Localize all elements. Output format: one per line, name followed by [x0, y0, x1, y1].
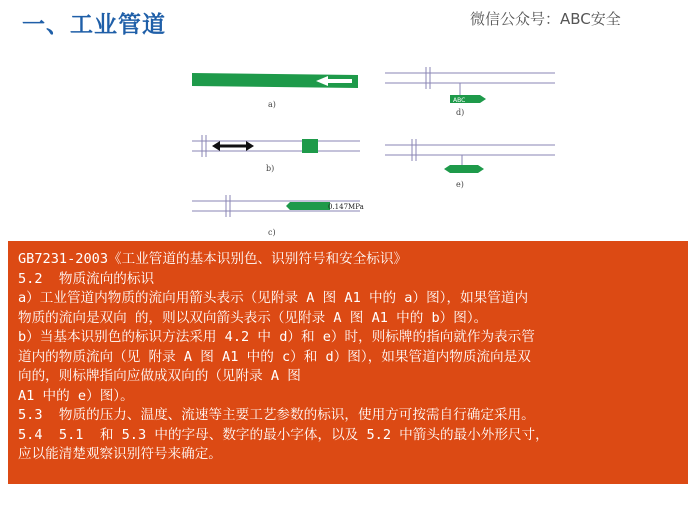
diagram-d: [385, 67, 555, 117]
pipe-marking-figure: [180, 55, 565, 240]
text-line-standard-title: GB7231-2003《工业管道的基本识别色、识别符号和安全标识》: [18, 251, 408, 267]
tag-label-d: ABC: [453, 97, 466, 104]
diagram-c: [192, 195, 364, 237]
text-line: 应以能清楚观察识别符号来确定。: [18, 446, 222, 462]
pipe-diagrams: [180, 55, 565, 240]
caption-c: c): [268, 228, 276, 237]
text-line: 向的，则标牌指向应做成双向的（见附录 A 图: [18, 368, 301, 384]
double-arrow-b: [212, 141, 254, 151]
green-tag-e: [444, 165, 484, 173]
standard-text-box: [8, 241, 688, 484]
caption-b: b): [266, 164, 275, 173]
text-line: 5.3 物质的压力、温度、流速等主要工艺参数的标识，使用方可按需自行确定采用。: [18, 407, 535, 423]
text-line: A1 中的 e）图）。: [18, 387, 134, 404]
green-band-b: [302, 139, 318, 153]
text-line: a）工业管道内物质的流向用箭头表示（见附录 A 图 A1 中的 a）图），如果管道内: [18, 290, 529, 306]
caption-e: e): [456, 180, 464, 189]
text-line: b）当基本识别色的标识方法采用 4.2 中 d）和 e）时，则标牌的指向就作为表示管: [18, 329, 535, 345]
diagram-b: [192, 135, 360, 173]
text-line: 5.4 5.1 和 5.3 中的字母、数字的最小字体，以及 5.2 中箭头的最小外形尺寸，: [18, 426, 549, 443]
caption-a: a): [268, 100, 276, 109]
text-line: 物质的流向是双向 的，则以双向箭头表示（见附录 A 图 A1 中的 b）图）。: [18, 309, 488, 326]
diagram-e: [385, 139, 555, 189]
diagram-a: [192, 73, 358, 109]
watermark-text: 微信公众号：ABC安全: [470, 10, 621, 28]
pressure-label-c: 0.147MPa: [328, 203, 364, 211]
caption-d: d): [456, 108, 465, 117]
text-line: 道内的物质流向（见 附录 A 图 A1 中的 c）和 d）图），如果管道内物质流向是双: [18, 348, 531, 365]
text-line: 5.2 物质流向的标识: [18, 270, 155, 287]
page-title: 一、工业管道: [22, 12, 166, 38]
green-tag-c: [286, 202, 330, 210]
